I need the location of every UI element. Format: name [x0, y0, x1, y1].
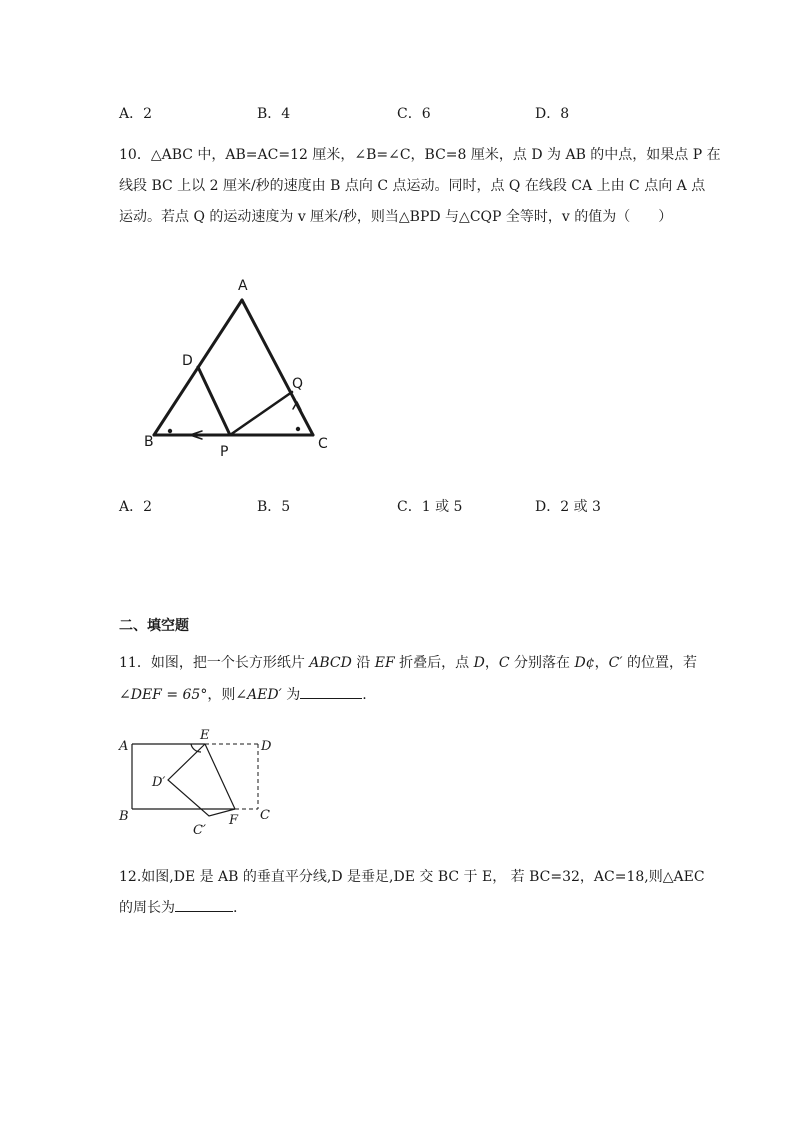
q11-text-7: 的位置，若 [622, 655, 697, 671]
q12-line-2 [119, 893, 237, 923]
angle-mark-b [168, 429, 172, 433]
q11-text-1: 11．如图，把一个长方形纸片 [119, 655, 310, 671]
q11-text-9: 为 [281, 687, 301, 703]
label-f: F [229, 813, 239, 828]
label-d: D [182, 353, 193, 369]
q12-line-1: 12.如图,DE 是 AB 的垂直平分线,D 是垂足,DE 交 BC 于 E， 若 BC=32，AC=18,则△AEC [119, 869, 705, 885]
q10-option-a: A．2 [119, 499, 153, 515]
q11-dprime: D¢ [574, 655, 595, 671]
q11-text-6: ， [594, 655, 609, 671]
q11-text-4: ， [484, 655, 499, 671]
q11-ef: EF [374, 655, 395, 671]
label-a: A [119, 739, 129, 754]
edge-ef-fold [205, 744, 235, 809]
label-b: B [144, 434, 154, 450]
q9-option-d: D．8 [535, 106, 570, 122]
label-a: A [238, 278, 248, 294]
angle-arc-e [191, 744, 201, 752]
q11-angle-def: ∠DEF = 65° [119, 687, 208, 703]
q10-line-1: 10．△ABC 中，AB=AC=12 厘米，∠B=∠C，BC=8 厘米，点 D 为 AB 的中点，如果点 P 在 [119, 147, 721, 163]
q10-line-3: 运动。若点 Q 的运动速度为 v 厘米/秒，则当△BPD 与△CQP 全等时，v 的值为（ ） [119, 209, 673, 225]
q12-period: . [233, 900, 238, 916]
q11-text-3: 折叠后，点 [394, 655, 474, 671]
q10-line-2: 线段 BC 上以 2 厘米/秒的速度由 B 点向 C 点运动。同时，点 Q 在线段 CA 上由 C 点向 A 点 [119, 178, 706, 194]
label-c: C [260, 808, 270, 823]
label-dprime: D′ [152, 775, 166, 790]
q11-cprime: C′ [608, 655, 623, 671]
q10-option-d: D．2 或 3 [535, 499, 601, 515]
q11-line-1 [119, 648, 697, 678]
label-c: C [318, 436, 328, 452]
q11-line-2 [119, 680, 367, 710]
q11-d: D [473, 655, 485, 671]
q11-text-2: 沿 [351, 655, 375, 671]
q11-abcd: ABCD [309, 655, 352, 671]
label-e: E [200, 728, 210, 743]
section-title: 二、填空题 [119, 618, 189, 634]
label-d: D [261, 739, 272, 754]
q11-text-8: ，则 [207, 687, 236, 703]
folded-flap [168, 744, 235, 816]
angle-mark-c [296, 427, 300, 431]
q11-angle-aed: ∠AED′ [235, 687, 282, 703]
q10-option-c: C．1 或 5 [397, 499, 463, 515]
q11-answer-blank[interactable] [300, 698, 362, 699]
segment-pq [230, 392, 292, 435]
q12-answer-blank[interactable] [175, 911, 233, 912]
q11-c: C [498, 655, 510, 671]
q11-period: . [362, 687, 367, 703]
q10-triangle-figure [130, 270, 350, 465]
q11-fold-figure [115, 728, 280, 838]
label-q: Q [292, 376, 304, 392]
segment-ac [242, 300, 313, 435]
q11-text-5: 分别落在 [509, 655, 575, 671]
label-p: P [220, 444, 229, 460]
q10-option-b: B．5 [257, 499, 291, 515]
q12-text: 的周长为 [119, 900, 175, 916]
segment-dp [198, 367, 230, 435]
q9-option-c: C．6 [397, 106, 431, 122]
label-b: B [119, 809, 129, 824]
label-cprime: C′ [193, 823, 206, 838]
q9-option-b: B．4 [257, 106, 291, 122]
q9-option-a: A．2 [119, 106, 153, 122]
